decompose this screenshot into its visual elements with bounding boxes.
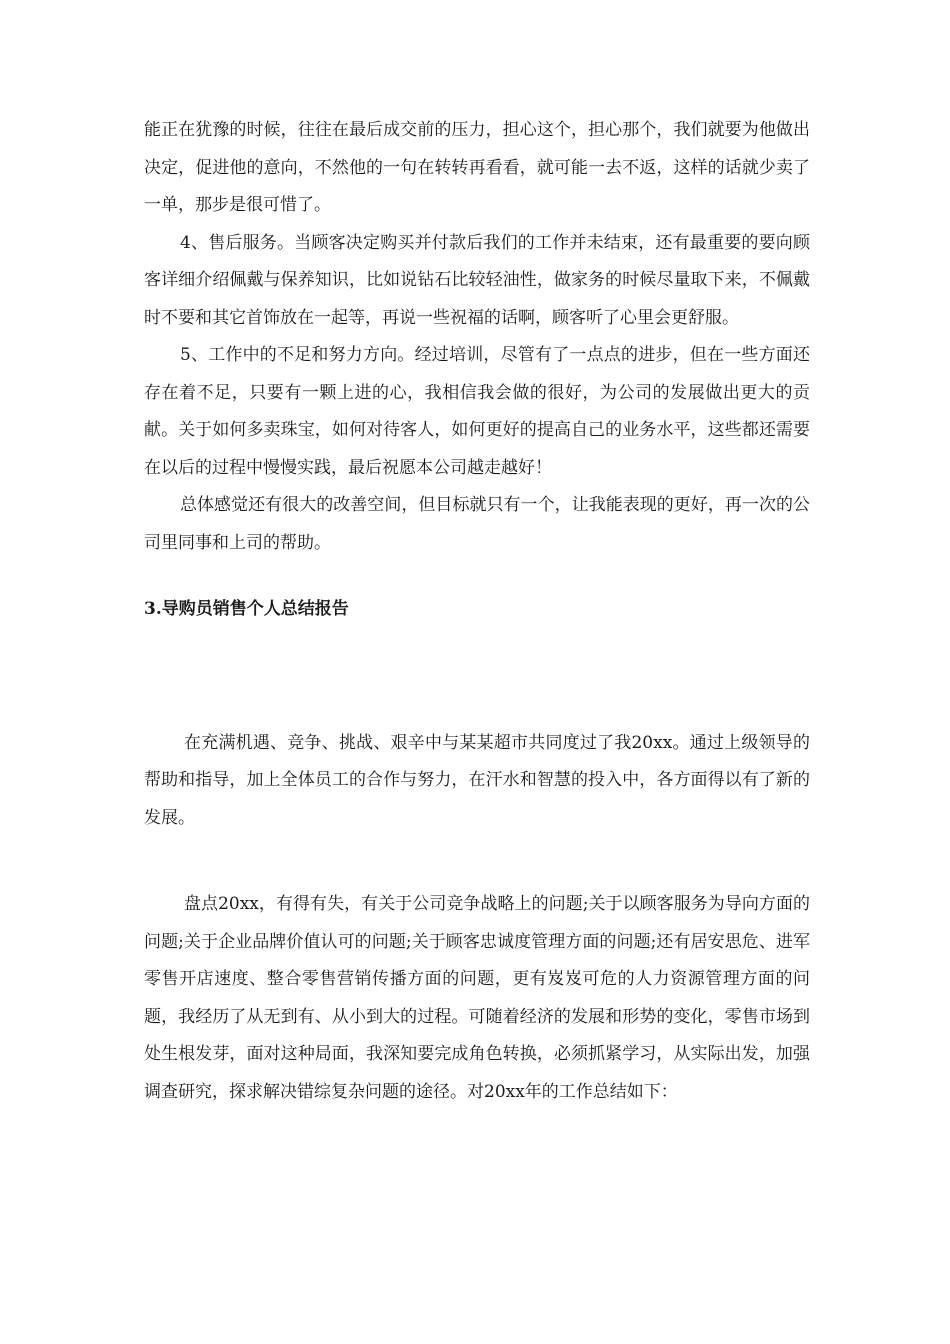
- document-page: [144, 112, 810, 1111]
- paragraph-after-sales: 4、售后服务。当顾客决定购买并付款后我们的工作并未结束，还有最重要的要向顾客详细介绍佩戴与保养知识，比如说钻石比较轻油性，做家务的时候尽量取下来，不佩戴时不要和其它首饰放在一起等，再说一些祝福的话啊，顾客听了心里会更舒服。: [144, 232, 810, 328]
- paragraph-summary: 总体感觉还有很大的改善空间，但目标就只有一个，让我能表现的更好，再一次的公司里同事和上司的帮助。: [144, 495, 810, 553]
- spacer: [144, 562, 810, 591]
- paragraph-shortcomings: 5、工作中的不足和努力方向。经过培训，尽管有了一点点的进步，但在一些方面还存在着不足，只要有一颗上进的心，我相信我会做的很好，为公司的发展做出更大的贡献。关于如何多卖珠宝，如何对待客人，如何更好的提高自己的业务水平，这些都还需要在以后的过程中慢慢实践，最后祝愿本公司越走越好！: [144, 345, 810, 478]
- paragraph-review: 盘点20xx，有得有失，有关于公司竞争战略上的问题;关于以顾客服务为导向方面的问题;关于企业品牌价值认可的问题;关于顾客忠诚度管理方面的问题;还有居安思危、进军零售开店速度、整合零售营销传播方面的问题，更有岌岌可危的人力资源管理方面的问题，我经历了从无到有、从小到大的过程。可随着经济的发展和形势的变化，零售市场到处生根发芽，面对这种局面，我深知要完成角色转换，必须抓紧学习，从实际出发，加强调查研究，探求解决错综复杂问题的途径。对20xx年的工作总结如下：: [144, 894, 810, 1102]
- spacer: [144, 629, 810, 725]
- spacer: [144, 837, 810, 886]
- paragraph-intro: 在充满机遇、竞争、挑战、艰辛中与某某超市共同度过了我20xx。通过上级领导的帮助和指导，加上全体员工的合作与努力，在汗水和智慧的投入中，各方面得以有了新的发展。: [144, 732, 810, 828]
- section-heading: 3.导购员销售个人总结报告: [144, 599, 349, 619]
- paragraph-continued: 能正在犹豫的时候，往往在最后成交前的压力，担心这个，担心那个，我们就要为他做出决定，促进他的意向，不然他的一句在转转再看看，就可能一去不返，这样的话就少卖了一单，那步是很可惜了。: [144, 120, 810, 215]
